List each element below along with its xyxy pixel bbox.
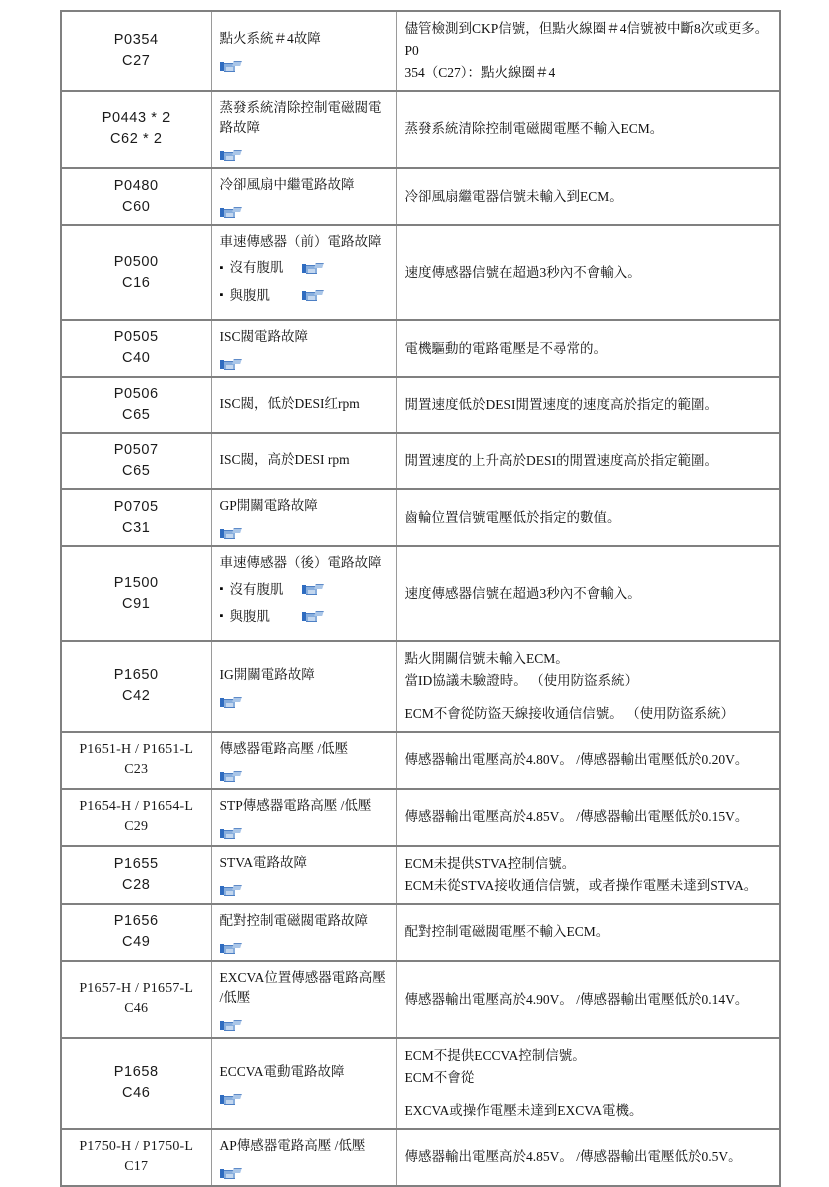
dtc-condition-cell [396, 546, 780, 641]
table-row [61, 489, 780, 546]
bullet-marker: ▪ [219, 262, 224, 275]
dtc-description: STVA電路故障 [219, 855, 308, 871]
dtc-condition-line: 傳感器輸出電壓高於4.80V。 /傳感器輸出電壓低於0.20V。 [404, 752, 749, 768]
dtc-description-bullets [220, 580, 388, 628]
pointing-hand-icon[interactable] [302, 263, 323, 274]
dtc-connector: C46 [122, 1085, 151, 1102]
table-row [61, 846, 780, 904]
dtc-condition-line: 蒸發系統清除控制電磁閥電壓不輸入ECM。 [404, 121, 664, 137]
dtc-condition-line: 點火開關信號未輸入ECM。 [404, 651, 569, 667]
dtc-code: P0506 [113, 386, 159, 403]
dtc-description: 車速傳感器（前）電路故障 [219, 234, 382, 250]
pointing-hand-icon[interactable] [302, 290, 323, 301]
dtc-condition-cell [396, 489, 780, 546]
dtc-code-cell [61, 904, 211, 961]
dtc-description-cell [211, 91, 396, 168]
dtc-condition-line: 齒輪位置信號電壓低於指定的數值。 [404, 509, 621, 525]
dtc-condition-line: ECM不會從防盜天線接收通信信號。 （使用防盜系統） [404, 705, 735, 721]
dtc-description-cell [211, 489, 396, 546]
dtc-condition-line: 當ID協議未驗證時。 （使用防盜系統） [404, 672, 639, 688]
dtc-code-cell [61, 320, 211, 377]
pointing-hand-icon[interactable] [220, 697, 241, 708]
list-item [220, 258, 388, 278]
dtc-description-cell [211, 225, 396, 320]
dtc-connector: C31 [122, 519, 151, 536]
dtc-condition-cell [396, 846, 780, 904]
dtc-description-cell [211, 546, 396, 641]
table-row [61, 641, 780, 732]
dtc-condition-cell [396, 1038, 780, 1129]
dtc-code-cell [61, 641, 211, 732]
dtc-connector: C27 [122, 52, 151, 69]
dtc-table-body [61, 11, 780, 1186]
dtc-code: P1656 [113, 913, 159, 930]
table-row [61, 225, 780, 320]
dtc-condition-line: 354（C27）：點火線圈＃4 [404, 64, 556, 80]
dtc-condition-line: 儘管檢測到CKP信號，但點火線圈＃4信號被中斷8次或更多。 P0 [404, 21, 769, 58]
pointing-hand-icon[interactable] [220, 1094, 241, 1105]
dtc-description: 配對控制電磁閥電路故障 [219, 912, 368, 928]
dtc-description-cell [211, 433, 396, 489]
dtc-condition-cell [396, 225, 780, 320]
pointing-hand-icon[interactable] [220, 207, 241, 218]
dtc-condition-line: EXCVA或操作電壓未達到EXCVA電機。 [404, 1102, 643, 1118]
dtc-description: ISC閥，低於DESI红rpm [219, 395, 360, 411]
dtc-description-cell [211, 1038, 396, 1129]
dtc-code: P0480 [113, 177, 159, 194]
dtc-description-cell [211, 846, 396, 904]
dtc-code-cell [61, 225, 211, 320]
dtc-condition-line: 速度傳感器信號在超過3秒內不會輸入。 [404, 585, 641, 601]
pointing-hand-icon[interactable] [302, 584, 323, 595]
dtc-condition-cell [396, 1129, 780, 1186]
list-item [220, 580, 388, 600]
dtc-condition-cell [396, 732, 780, 789]
pointing-hand-icon[interactable] [220, 943, 241, 954]
pointing-hand-icon[interactable] [220, 528, 241, 539]
dtc-description-cell [211, 377, 396, 433]
dtc-connector: C28 [122, 876, 151, 893]
dtc-connector: C65 [122, 463, 151, 480]
dtc-condition-line: ECM不提供ECCVA控制信號。 [404, 1048, 586, 1064]
dtc-condition-cell [396, 641, 780, 732]
table-row [61, 168, 780, 225]
pointing-hand-icon[interactable] [220, 359, 241, 370]
dtc-condition-line: ECM未從STVA接收通信信號，或者操作電壓未達到STVA。 [404, 877, 758, 893]
bullet-marker: ▪ [219, 583, 224, 596]
dtc-condition-line: ECM不會從 [404, 1070, 475, 1086]
dtc-description-cell [211, 168, 396, 225]
pointing-hand-icon[interactable] [220, 61, 241, 72]
table-row [61, 320, 780, 377]
bullet-label: 沒有腹肌 [229, 260, 284, 276]
pointing-hand-icon[interactable] [220, 1020, 241, 1031]
table-row [61, 91, 780, 168]
dtc-code: P1655 [113, 855, 159, 872]
table-row [61, 546, 780, 641]
dtc-condition-line: 電機驅動的電路電壓是不尋常的。 [404, 340, 607, 356]
dtc-description-cell [211, 1129, 396, 1186]
bullet-label: 與腹肌 [229, 287, 270, 303]
dtc-condition-cell [396, 904, 780, 961]
dtc-connector: C62 * 2 [109, 131, 163, 148]
dtc-code-cell [61, 546, 211, 641]
dtc-connector: C49 [122, 934, 151, 951]
bullet-label: 沒有腹肌 [229, 581, 284, 597]
bullet-marker: ▪ [219, 610, 224, 623]
dtc-condition-cell [396, 433, 780, 489]
dtc-table [60, 10, 781, 1187]
dtc-condition-cell [396, 789, 780, 846]
dtc-description-cell [211, 904, 396, 961]
table-row [61, 11, 780, 91]
bullet-label: 與腹肌 [229, 608, 270, 624]
dtc-code-cell [61, 1038, 211, 1129]
dtc-description-cell [211, 11, 396, 91]
dtc-description-bullets [220, 258, 388, 306]
dtc-connector: C17 [124, 1159, 149, 1175]
pointing-hand-icon[interactable] [220, 885, 241, 896]
dtc-code: P1750-H / P1750-L [79, 1139, 194, 1155]
table-row [61, 433, 780, 489]
pointing-hand-icon[interactable] [220, 828, 241, 839]
dtc-code: P0354 [113, 31, 159, 48]
dtc-code-cell [61, 489, 211, 546]
dtc-description: 車速傳感器（後）電路故障 [219, 555, 382, 571]
dtc-code-cell [61, 433, 211, 489]
dtc-condition-line: 閒置速度的上升高於DESI的閒置速度高於指定範圍。 [404, 453, 718, 469]
dtc-code-cell [61, 91, 211, 168]
dtc-description-cell [211, 732, 396, 789]
dtc-connector: C42 [122, 688, 151, 705]
pointing-hand-icon[interactable] [220, 771, 241, 782]
dtc-description: ISC閥，高於DESI rpm [219, 451, 350, 467]
dtc-code: P1500 [113, 574, 159, 591]
dtc-condition-line: 傳感器輸出電壓高於4.85V。 /傳感器輸出電壓低於0.5V。 [404, 1149, 742, 1165]
dtc-code: P1657-H / P1657-L [79, 981, 194, 997]
dtc-condition-cell [396, 168, 780, 225]
dtc-code: P1650 [113, 667, 159, 684]
dtc-connector: C91 [122, 595, 151, 612]
table-row [61, 732, 780, 789]
dtc-connector: C29 [124, 819, 149, 835]
dtc-code-cell [61, 732, 211, 789]
dtc-condition-line: 傳感器輸出電壓高於4.90V。 /傳感器輸出電壓低於0.14V。 [404, 991, 749, 1007]
dtc-condition-line: 速度傳感器信號在超過3秒內不會輸入。 [404, 264, 641, 280]
list-item [220, 286, 388, 306]
dtc-code: P1654-H / P1654-L [79, 799, 194, 815]
dtc-description: 點火系統＃4故障 [219, 31, 321, 47]
dtc-code-cell [61, 789, 211, 846]
dtc-connector: C46 [124, 1001, 149, 1017]
dtc-code: P1658 [113, 1064, 159, 1081]
dtc-connector: C65 [122, 407, 151, 424]
dtc-code-cell [61, 11, 211, 91]
dtc-code: P1651-H / P1651-L [79, 741, 194, 757]
dtc-code: P0705 [113, 498, 159, 515]
dtc-description: ISC閥電路故障 [219, 328, 309, 344]
dtc-description: AP傳感器電路高壓 /低壓 [219, 1137, 366, 1153]
pointing-hand-icon[interactable] [220, 150, 241, 161]
table-row [61, 1129, 780, 1186]
pointing-hand-icon[interactable] [302, 611, 323, 622]
dtc-code-cell [61, 168, 211, 225]
dtc-condition-line: 閒置速度低於DESI閒置速度的速度高於指定的範圍。 [404, 397, 718, 413]
dtc-condition-cell [396, 377, 780, 433]
dtc-condition-line: 傳感器輸出電壓高於4.85V。 /傳感器輸出電壓低於0.15V。 [404, 809, 749, 825]
dtc-condition-cell [396, 91, 780, 168]
dtc-description: STP傳感器電路高壓 /低壓 [219, 797, 372, 813]
dtc-connector: C23 [124, 762, 149, 778]
table-row [61, 1038, 780, 1129]
dtc-description: GP開關電路故障 [219, 498, 318, 514]
list-item [220, 607, 388, 627]
dtc-connector: C16 [122, 274, 151, 291]
table-row [61, 789, 780, 846]
dtc-code: P0507 [113, 442, 159, 459]
dtc-code-cell [61, 1129, 211, 1186]
table-row [61, 904, 780, 961]
dtc-code: P0505 [113, 329, 159, 346]
dtc-condition-cell [396, 11, 780, 91]
table-row [61, 377, 780, 433]
dtc-description: 蒸發系統清除控制電磁閥電路故障 [219, 99, 382, 135]
dtc-description: 傳感器電路高壓 /低壓 [219, 740, 349, 756]
dtc-description-cell [211, 789, 396, 846]
dtc-condition-line: 冷卻風扇繼電器信號未輸入到ECM。 [404, 188, 623, 204]
dtc-description: ECCVA電動電路故障 [219, 1063, 345, 1079]
dtc-description: 冷卻風扇中繼電路故障 [219, 176, 355, 192]
dtc-condition-line: ECM未提供STVA控制信號。 [404, 855, 576, 871]
dtc-condition-cell [396, 320, 780, 377]
dtc-description-cell [211, 320, 396, 377]
dtc-description: IG開關電路故障 [219, 666, 315, 682]
dtc-connector: C60 [122, 198, 151, 215]
dtc-description-cell [211, 641, 396, 732]
dtc-connector: C40 [122, 350, 151, 367]
dtc-description: EXCVA位置傳感器電路高壓 /低壓 [219, 969, 386, 1006]
dtc-code-cell [61, 846, 211, 904]
dtc-code: P0443 * 2 [101, 110, 171, 127]
dtc-code: P0500 [113, 253, 159, 270]
dtc-code-cell [61, 377, 211, 433]
pointing-hand-icon[interactable] [220, 1168, 241, 1179]
dtc-condition-line: 配對控制電磁閥電壓不輸入ECM。 [404, 924, 610, 940]
bullet-marker: ▪ [219, 289, 224, 302]
